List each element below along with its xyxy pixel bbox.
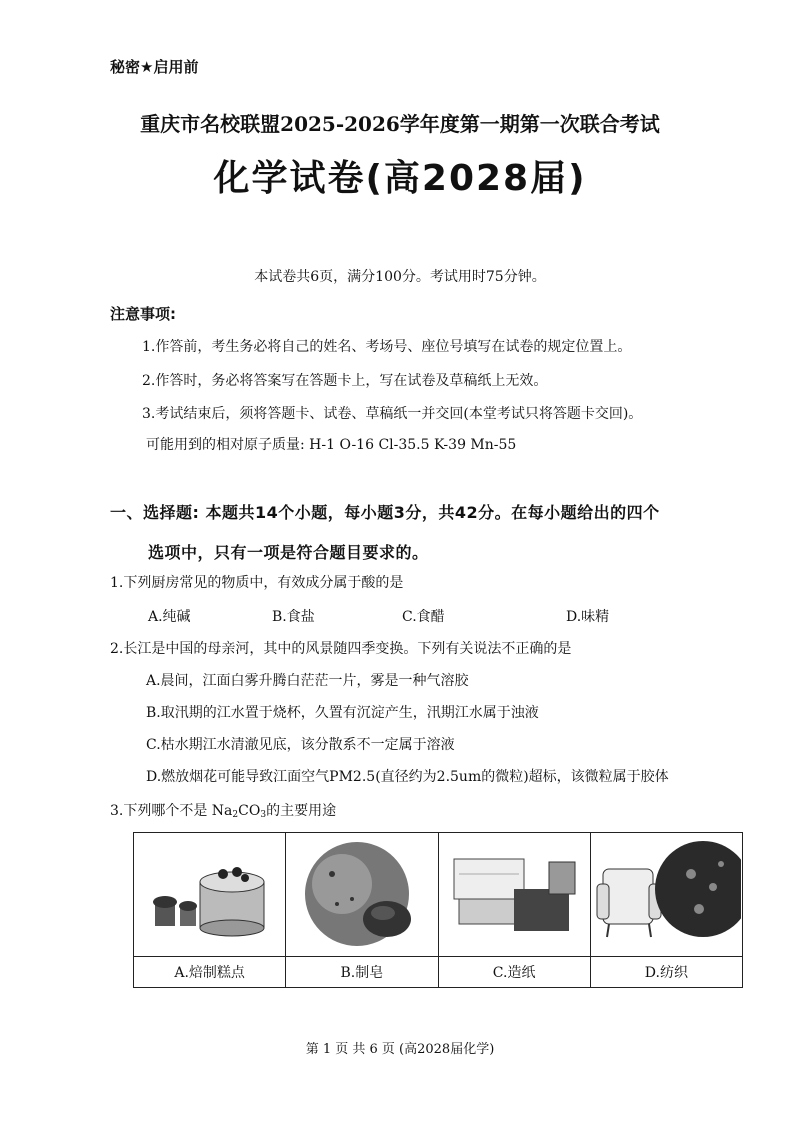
soap-image [297, 839, 427, 949]
q2-option-b: B.取汛期的江水置于烧杯，久置有沉淀产生，汛期江水属于浊液 [146, 705, 539, 721]
page-title: 化学试卷(高2028届) [213, 158, 587, 199]
section-heading-cont: 选项中，只有一项是符合题目要求的。 [148, 543, 429, 562]
q2-option-a: A.晨间，江面白雾升腾白茫茫一片，雾是一种气溶胶 [146, 673, 469, 689]
q3-image-cell-b [286, 833, 438, 957]
q3-image-cell-a [134, 833, 286, 957]
q3-option-a: A.焙制糕点 [134, 956, 286, 987]
exam-subtitle: 重庆市名校联盟2025-2026学年度第一期第一次联合考试 [140, 112, 660, 136]
q3-option-d: D.纺织 [590, 956, 742, 987]
q2-option-d: D.燃放烟花可能导致江面空气PM2.5(直径约为2.5um的微粒)超标，该微粒属于胶体 [146, 769, 669, 785]
q1-option-a: A.纯碱 [148, 609, 191, 625]
q3-image-table [133, 832, 743, 988]
q3-image-cell-c [438, 833, 590, 957]
q1-option-d: D.味精 [566, 609, 610, 625]
q1-option-b: B.食盐 [272, 609, 315, 625]
secret-mark: 秘密★启用前 [110, 58, 199, 76]
atomic-masses: 可能用到的相对原子质量: H-1 O-16 Cl-35.5 K-39 Mn-55 [146, 437, 517, 453]
notice-heading: 注意事项: [110, 305, 176, 323]
paper-image [439, 844, 589, 944]
notice-item: 1.作答前，考生务必将自己的姓名、考场号、座位号填写在试卷的规定位置上。 [142, 339, 632, 355]
exam-info: 本试卷共6页，满分100分。考试用时75分钟。 [254, 269, 546, 285]
cake-image [145, 844, 275, 944]
page-footer: 第 1 页 共 6 页 (高2028届化学) [305, 1042, 495, 1057]
q3-image-cell-d [590, 833, 742, 957]
notice-item: 2.作答时，务必将答案写在答题卡上，写在试卷及草稿纸上无效。 [142, 373, 548, 389]
question-2-stem: 2.长江是中国的母亲河，其中的风景随四季变换。下列有关说法不正确的是 [110, 641, 572, 657]
question-3-stem: 3.下列哪个不是 $Na_2CO_3$的主要用途 [110, 803, 337, 820]
q3-option-b: B.制皂 [286, 956, 438, 987]
q2-option-c: C.枯水期江水清澈见底，该分散系不一定属于溶液 [146, 737, 455, 753]
question-1-stem: 1.下列厨房常见的物质中，有效成分属于酸的是 [110, 575, 404, 591]
textile-image [591, 839, 741, 949]
q3-option-c: C.造纸 [438, 956, 590, 987]
section-heading: 一、选择题: 本题共14个小题，每小题3分，共42分。在每小题给出的四个 [110, 503, 660, 522]
q1-option-c: C.食醋 [402, 609, 445, 625]
notice-item: 3.考试结束后，须将答题卡、试卷、草稿纸一并交回(本堂考试只将答题卡交回)。 [142, 406, 643, 422]
